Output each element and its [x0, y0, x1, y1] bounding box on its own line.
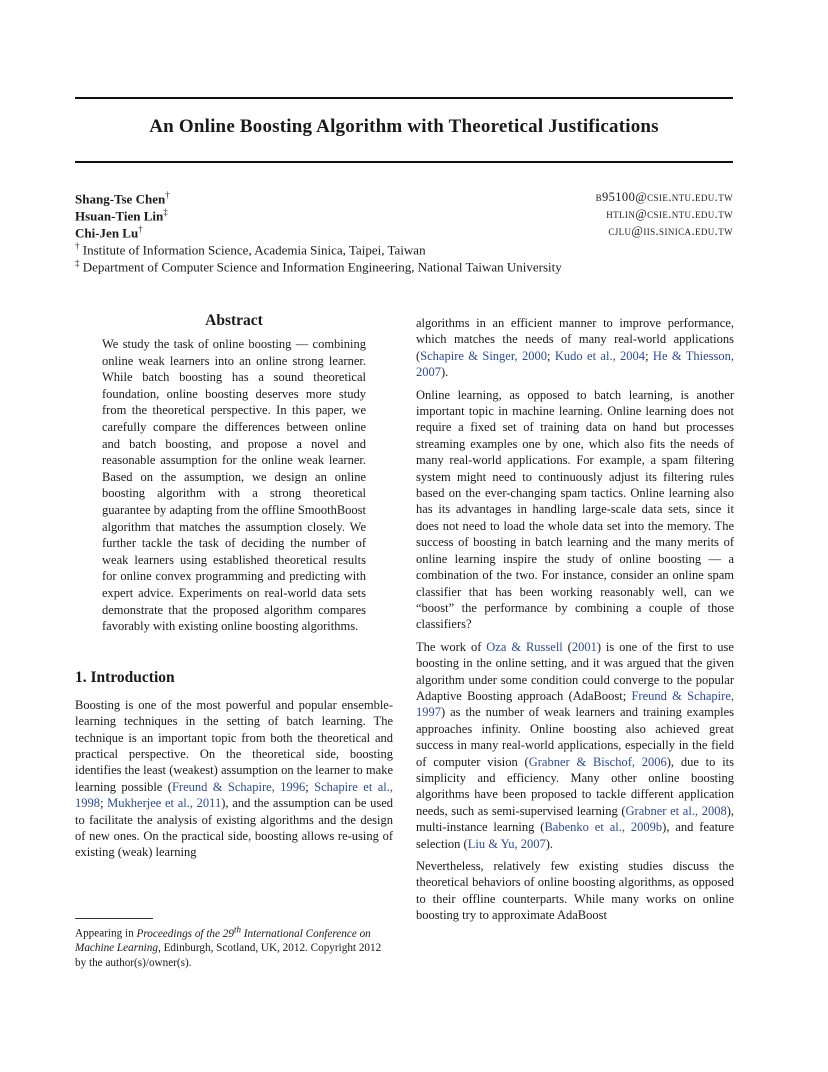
body-paragraph [416, 639, 734, 852]
text-run: ), multi-instance learning ( [416, 803, 734, 835]
author-block [75, 190, 733, 275]
text-run: Boosting is one of the most powerful and popular ensemble-learning techniques in the setting of batch learning. The technique is an important topic from both the theoretical and practical perspective. On the theoretical side, boosting identifies the least (weakest) assumption on the learner to make learning possible ( [75, 697, 393, 794]
affiliation-line [75, 258, 733, 275]
body-paragraph: Online learning, as opposed to batch learning, is another important topic in machine learning. Online learning does not require a fixed set of training data on hand but processes streaming examples one by one, which also fits the needs of many real-world applications. For example, a spam filtering system might need to continuously adjust its filtering rules based on the ever-changing spam tactics. Online learning also has its advantages in handling large-scale data sets, since it does not need to load the whole data set into the memory. The success of boosting in batch learning and the many merits of online learning inspire the study of online boosting — a combination of the two. For instance, consider an online spam classifier that has been working reasonably well, can we “boost” the performance by combining a couple of those classifiers? [416, 387, 734, 632]
left-column [75, 312, 393, 867]
citation-link[interactable]: Mukherjee et al., 2011 [107, 796, 222, 811]
affiliation-mark: † [75, 241, 80, 251]
citation-link[interactable]: Babenko et al., 2009b [544, 820, 663, 835]
text-run: ), and feature selection ( [416, 820, 734, 851]
author-row [75, 224, 733, 241]
affiliation-line [75, 241, 733, 258]
citation-link[interactable]: Freund & Schapire, 1997 [416, 688, 734, 720]
affiliation-mark: † [138, 224, 143, 234]
citation-link[interactable]: Schapire et al., 1998 [75, 779, 393, 811]
author-row [75, 190, 733, 207]
venue: Proceedings of the 29th International Conference on Machine Learning [75, 924, 371, 955]
text-run: ; [100, 796, 108, 811]
text-run: ; [547, 348, 555, 363]
text-run: algorithms in an efficient manner to improve performance, which matches the needs of many real-world applications ( [416, 316, 734, 363]
body-paragraph: Nevertheless, relatively few existing studies discuss the theoretical behaviors of online boosting algorithms, as opposed to their offline counterparts. While many works on online boosting try to approximate AdaBoost [416, 859, 734, 923]
right-column [416, 315, 734, 930]
text-run: Appearing in [75, 927, 137, 940]
text-run: ; [645, 348, 653, 363]
abstract-text: We study the task of online boosting — combining online weak learners into an online strong learner. While batch boosting has a sound theoretical foundation, online boosting deserves more study from the theoretical perspective. In this paper, we carefully compare the differences between online and batch boosting, and propose a novel and reasonable assumption for the online weak learner. Based on the assumption, we design an online boosting algorithm with a strong theoretical guarantee by adapting from the offline SmoothBoost algorithm that matches the assumption closely. We further tackle the task of deciding the number of weak learners using established theoretical results for online convex programming and predicting with expert advice. Experiments on real-world data sets demonstrate that the proposed algorithm compares favorably with existing online boosting algorithms. [102, 337, 366, 634]
text-run: ) is one of the first to use boosting in the online setting, and it was argued that the given algorithm under some condition could converge to the popular Adaptive Boosting approach (AdaBoost; [416, 639, 734, 703]
affiliation-text: Institute of Information Science, Academia Sinica, Taipei, Taiwan [82, 242, 426, 258]
author-row [75, 207, 733, 224]
footnote-rule [75, 918, 153, 919]
text-run: ; [305, 779, 315, 794]
citation-link[interactable]: 2001 [571, 639, 597, 654]
citation-link[interactable]: Schapire & Singer, 2000 [420, 348, 548, 363]
author-name: Hsuan-Tien Lin [75, 208, 164, 224]
text-run: ). [545, 836, 554, 851]
intro-paragraph [75, 697, 393, 861]
body-paragraph [416, 315, 734, 381]
text-run: ), and the assumption can be used to facilitate the analysis of existing algorithms and the design of new ones. On the practical side, boosting allows re-using of existing (weak) learning [75, 796, 393, 860]
affiliation-text: Department of Computer Science and Information Engineering, National Taiwan University [82, 259, 562, 275]
footnote [75, 922, 393, 971]
title-rule-bottom [75, 161, 733, 163]
section-heading-introduction: 1. Introduction [75, 668, 175, 686]
paper-title: An Online Boosting Algorithm with Theoretical Justifications [149, 116, 659, 137]
author-email[interactable]: cjlu@iis.sinica.edu.tw [608, 224, 733, 238]
text-run: , Edinburgh, Scotland, UK, 2012. Copyright 2012 by the author(s)/owner(s). [75, 942, 382, 969]
citation-link[interactable]: Oza & Russell [486, 639, 563, 654]
author-name: Shang-Tse Chen [75, 191, 166, 207]
affiliation-mark: ‡ [75, 258, 80, 268]
affiliation-mark: ‡ [163, 207, 168, 217]
text-run: ( [562, 639, 572, 654]
citation-link[interactable]: Freund & Schapire, 1996 [171, 779, 306, 794]
text-run: ), due to its simplicity and efficiency. Many other online boosting algorithms have been proposed to tackle different application needs, such as semi-supervised learning ( [416, 754, 734, 818]
affiliation-mark: † [165, 190, 170, 200]
author-email[interactable]: htlin@csie.ntu.edu.tw [606, 207, 733, 221]
citation-link[interactable]: Grabner et al., 2008 [625, 803, 727, 818]
citation-link[interactable]: Liu & Yu, 2007 [467, 836, 546, 851]
citation-link[interactable]: Kudo et al., 2004 [554, 348, 646, 363]
citation-link[interactable]: Grabner & Bischof, 2006 [528, 754, 667, 769]
title-rule-top [75, 97, 733, 99]
abstract-heading: Abstract [205, 312, 263, 329]
citation-link[interactable]: He & Thiesson, 2007 [416, 348, 734, 380]
author-name: Chi-Jen Lu [75, 225, 139, 241]
text-run: The work of [416, 639, 487, 654]
text-run: ) as the number of weak learners and training examples approaches infinity. Online boosting also achieved great success in many real-world applications, especially in the field of computer vision ( [416, 705, 734, 769]
text-run: ). [441, 365, 449, 380]
author-email[interactable]: b95100@csie.ntu.edu.tw [595, 190, 733, 204]
